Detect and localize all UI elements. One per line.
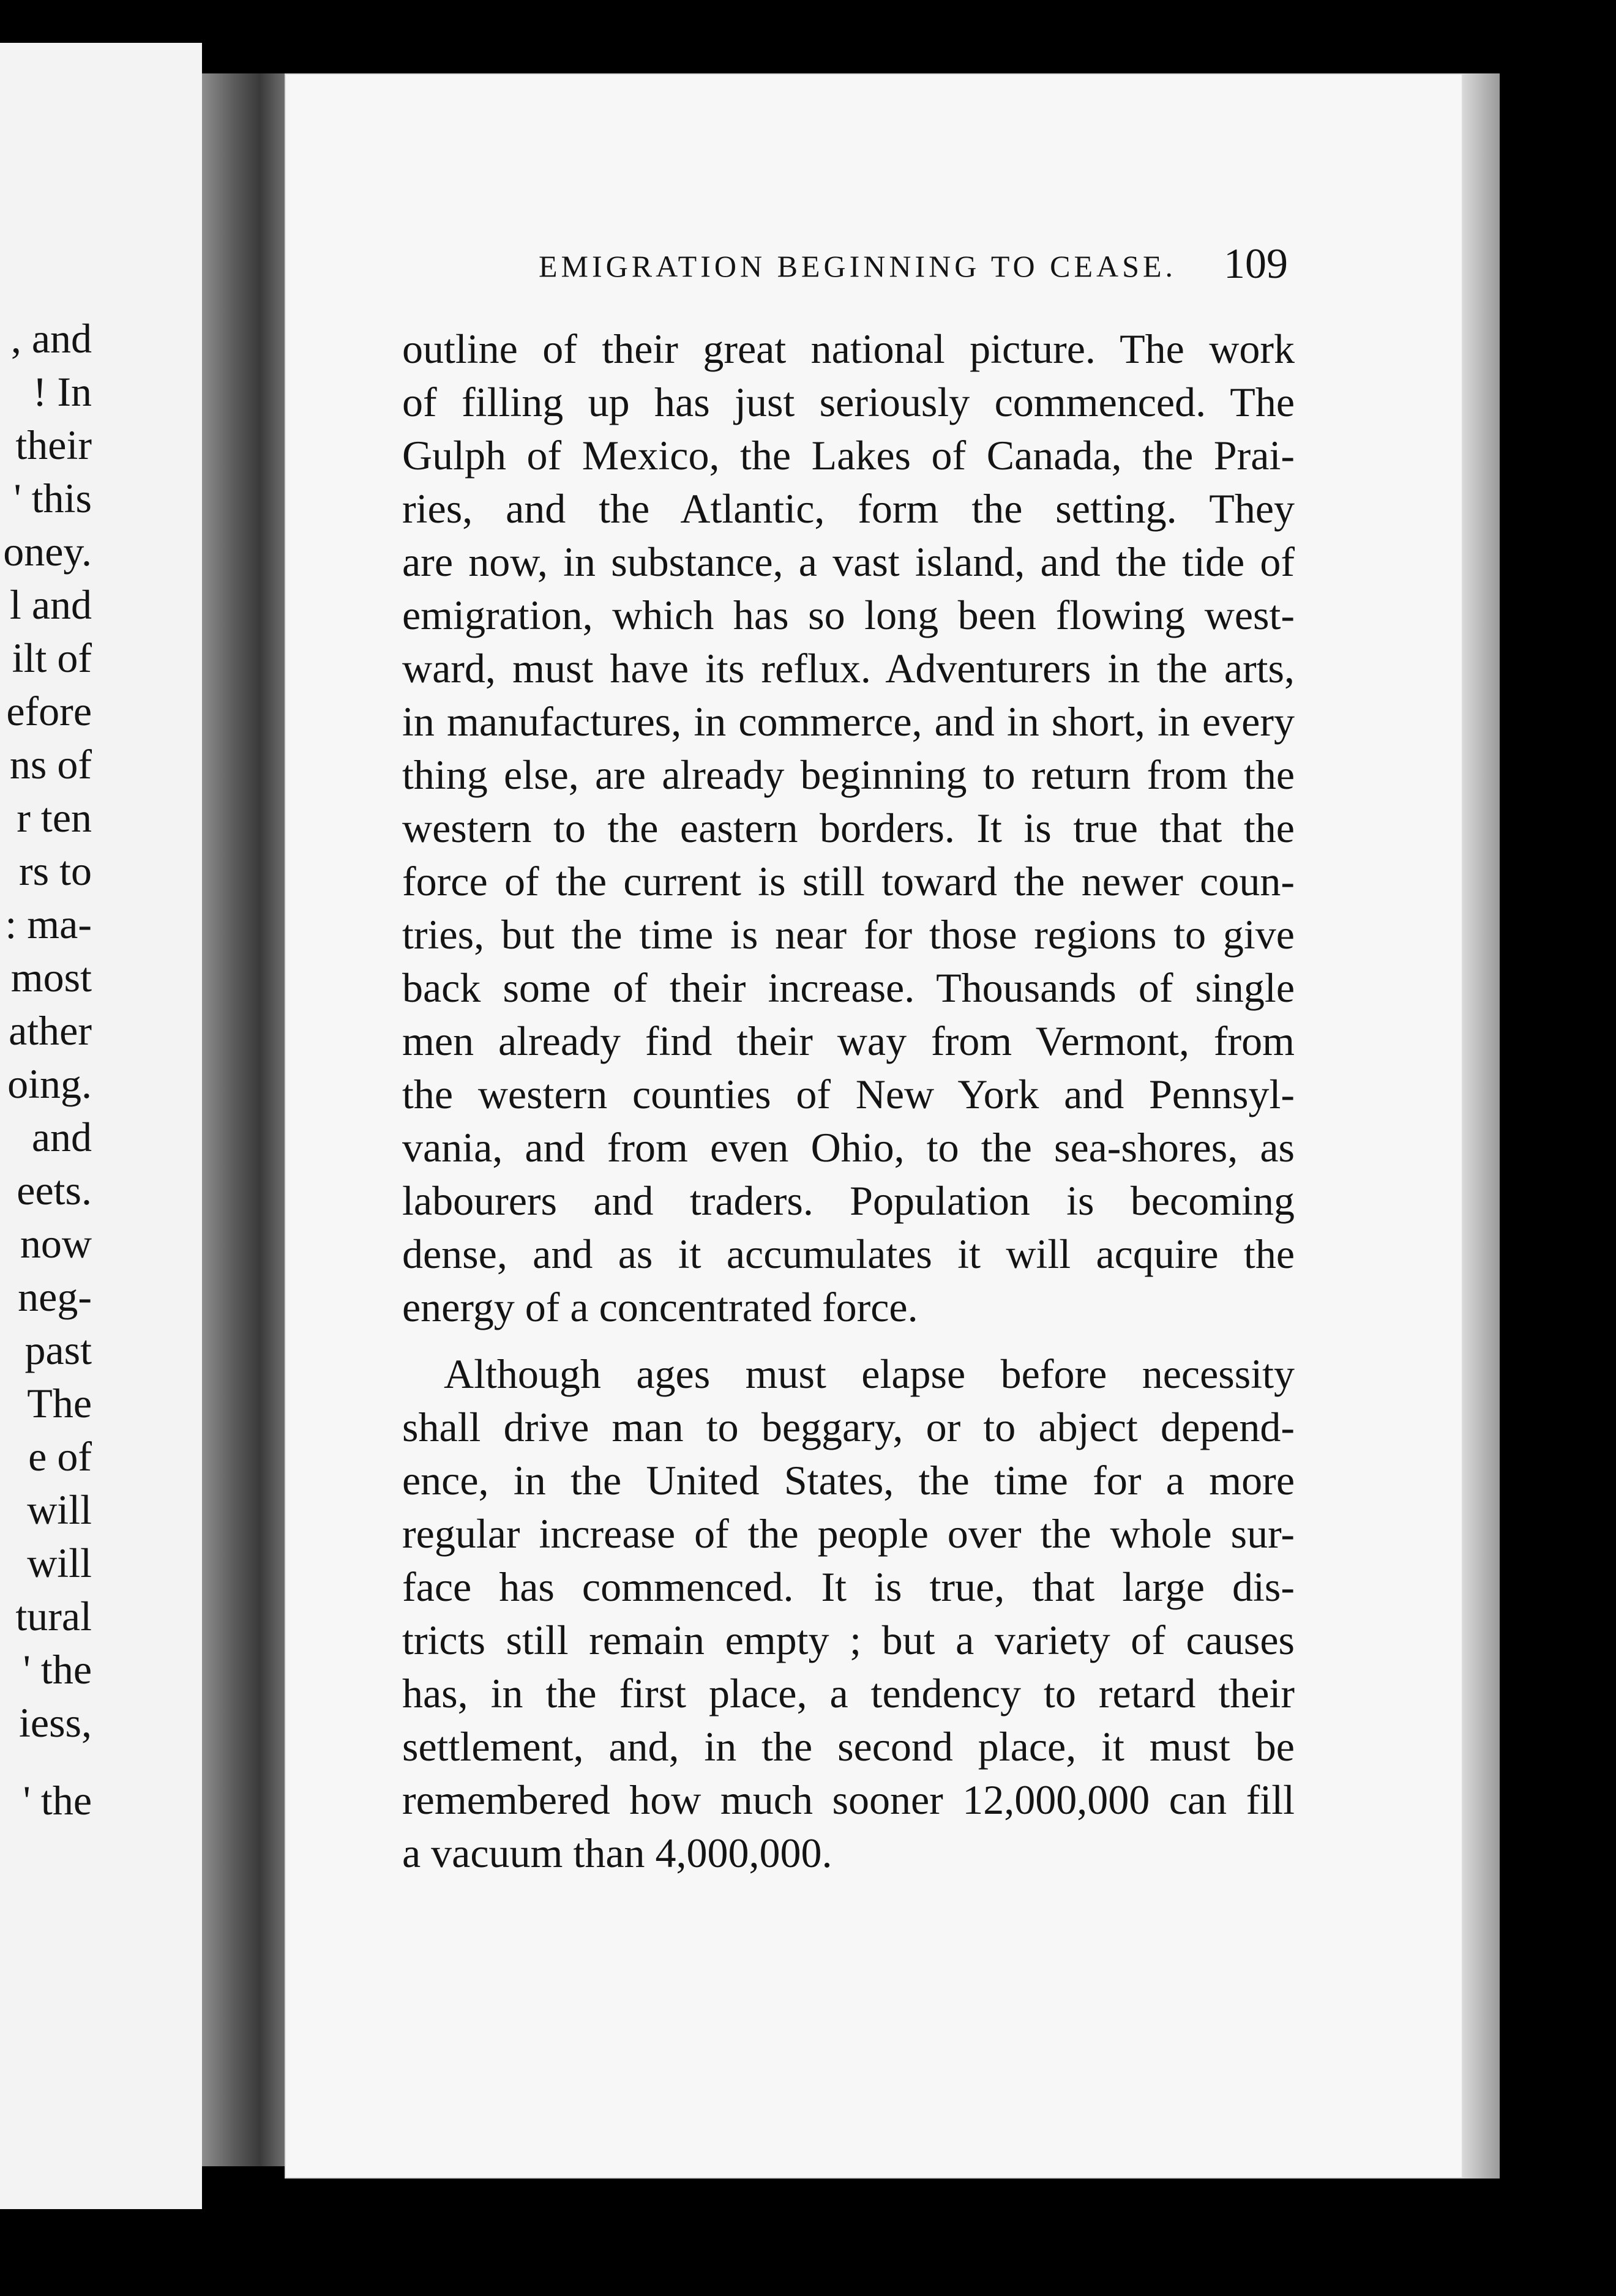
text-line: force of the current is still toward the newer coun- [402,858,1295,904]
left-line: oney. [3,528,92,575]
text-line: shall drive man to beggary, or to abject depend- [402,1404,1295,1450]
left-line: past [24,1327,92,1373]
text-line: Although ages must elapse before necessity [444,1351,1295,1397]
paragraph-1 [402,322,1295,1334]
left-line: ns of [9,741,92,788]
running-head-title: EMIGRATION BEGINNING TO CEASE. [539,249,1177,283]
text-line: are now, in substance, a vast island, and the tide of [402,539,1295,585]
left-line: eets. [17,1167,92,1213]
text-line: energy of a concentrated force. [402,1284,918,1330]
binding-gutter [202,73,285,2166]
left-line: ' this [13,475,92,521]
text-line: face has commenced. It is true, that large dis- [402,1564,1295,1610]
left-line: ! In [32,368,92,415]
text-line: thing else, are already beginning to return from the [402,751,1295,798]
text-line: back some of their increase. Thousands of single [402,964,1295,1011]
left-line: ilt of [12,635,92,681]
text-line: ward, must have its reflux. Adventurers in the arts, [402,645,1295,691]
text-line: men already find their way from Vermont, from [402,1018,1295,1064]
text-line: settlement, and, in the second place, it must be [402,1723,1295,1770]
text-line: regular increase of the people over the whole sur- [402,1510,1295,1557]
text-line: the western counties of New York and Pennsyl- [402,1071,1295,1117]
text-line: outline of their great national picture. The work [402,326,1295,372]
text-line: has, in the first place, a tendency to retard their [402,1670,1295,1716]
text-line: ence, in the United States, the time for a more [402,1457,1295,1504]
left-line: neg- [18,1273,92,1320]
left-line: l and [9,581,92,628]
text-line: Gulph of Mexico, the Lakes of Canada, the Prai- [402,432,1295,479]
text-line: remembered how much sooner 12,000,000 can fill [402,1776,1295,1823]
left-line: , and [10,315,92,362]
left-line: ather [9,1007,92,1054]
text-line: labourers and traders. Population is becoming [402,1177,1295,1224]
left-line: e of [28,1433,92,1480]
text-line: tricts still remain empty ; but a variety of causes [402,1617,1295,1663]
left-line: their [15,422,92,468]
left-line: rs to [19,848,92,894]
text-line: emigration, which has so long been flowing west- [402,592,1295,638]
left-line: oing. [7,1060,92,1107]
left-page-text [0,312,92,1827]
text-line: ries, and the Atlantic, form the setting. They [402,485,1295,532]
paragraph-2 [402,1347,1295,1880]
left-line: r ten [17,794,92,841]
page-body [402,322,1295,1880]
left-line: ' the [23,1777,92,1824]
running-head [539,240,1288,289]
left-line: ' the [23,1646,92,1693]
left-line: tural [15,1593,92,1639]
left-line: now [20,1220,92,1267]
page-number: 109 [1224,240,1288,288]
text-line: tries, but the time is near for those regions to give [402,911,1295,958]
left-line: iess, [19,1699,92,1746]
left-line: The [27,1380,92,1426]
left-line: most [10,954,92,1001]
page-edge [1463,73,1500,2179]
left-page [0,43,202,2209]
text-line: western to the eastern borders. It is true that the [402,805,1295,851]
left-line: : ma- [5,901,92,947]
text-line: in manufactures, in commerce, and in short, in every [402,698,1295,745]
text-line: of filling up has just seriously commenced. The [402,379,1295,425]
left-line: will [27,1486,92,1533]
left-line: efore [6,688,92,734]
left-line: will [27,1540,92,1586]
left-line: and [31,1114,92,1160]
text-line: a vacuum than 4,000,000. [402,1830,832,1876]
text-line: dense, and as it accumulates it will acquire the [402,1231,1295,1277]
text-line: vania, and from even Ohio, to the sea-shores, as [402,1124,1295,1171]
